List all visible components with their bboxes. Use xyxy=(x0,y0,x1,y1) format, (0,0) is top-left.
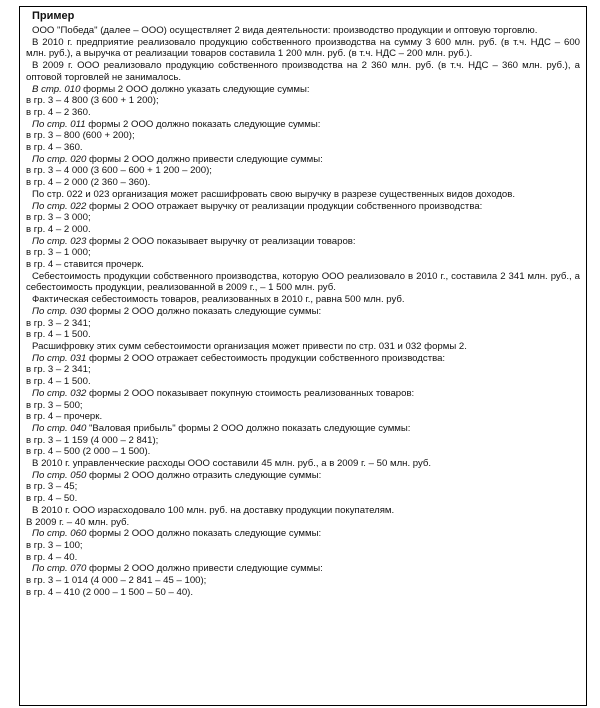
line-heading-text: формы 2 ООО отражает себестоимость продукции собственного производства: xyxy=(86,352,446,364)
line-heading xyxy=(26,388,580,400)
line-heading xyxy=(26,84,580,96)
line-heading-text: "Валовая прибыль" формы 2 ООО должно показать следующие суммы: xyxy=(86,422,411,434)
line-heading xyxy=(26,423,580,435)
column-value: в гр. 4 – 2 000 (2 360 – 360). xyxy=(26,177,151,189)
line-heading-text: формы 2 ООО отражает выручку от реализации продукции собственного производства: xyxy=(86,200,483,212)
column-value: в гр. 3 – 4 800 (3 600 + 1 200); xyxy=(26,95,159,107)
column-value: в гр. 3 – 100; xyxy=(26,539,83,551)
line-reference: По стр. 031 xyxy=(32,352,87,364)
line-reference: По стр. 032 xyxy=(32,387,87,399)
line-heading xyxy=(26,201,580,213)
line-reference: По стр. 050 xyxy=(32,469,87,481)
paragraph: По стр. 022 и 023 организация может расшифровать свою выручку в разрезе существенных видов доходов. xyxy=(32,188,516,200)
line-heading-text: формы 2 ООО должно привести следующие суммы: xyxy=(86,153,323,165)
paragraph: В 2009 г. – 40 млн. руб. xyxy=(26,516,130,528)
line-reference: По стр. 070 xyxy=(32,563,87,575)
paragraph: Расшифровку этих сумм себестоимости организация может привести по стр. 031 и 032 формы 2. xyxy=(32,340,467,352)
column-value: в гр. 4 – 410 (2 000 – 1 500 – 50 – 40). xyxy=(26,586,194,598)
column-value: в гр. 3 – 45; xyxy=(26,481,78,493)
line-reference: По стр. 030 xyxy=(32,305,87,317)
column-value: в гр. 3 – 500; xyxy=(26,399,83,411)
line-heading xyxy=(26,563,580,575)
line-heading xyxy=(26,470,580,482)
column-value: в гр. 3 – 4 000 (3 600 – 600 + 1 200 – 200); xyxy=(26,165,212,177)
column-value: в гр. 4 – 1 500. xyxy=(26,329,91,341)
column-value: в гр. 4 – 2 360. xyxy=(26,106,91,118)
paragraph: В 2010 г. ООО израсходовало 100 млн. руб. на доставку продукции покупателям. xyxy=(32,504,395,516)
line-heading xyxy=(26,306,580,318)
line-heading-text: формы 2 ООО должно указать следующие суммы: xyxy=(80,83,310,95)
column-value: в гр. 3 – 1 000; xyxy=(26,247,91,259)
column-value: в гр. 4 – 1 500. xyxy=(26,376,91,388)
column-value: в гр. 4 – 40. xyxy=(26,551,78,563)
column-value: в гр. 4 – прочерк. xyxy=(26,411,103,423)
line-heading xyxy=(26,236,580,248)
line-reference: По стр. 011 xyxy=(32,118,86,130)
line-reference: По стр. 020 xyxy=(32,153,87,165)
column-value: в гр. 4 – ставится прочерк. xyxy=(26,259,144,271)
line-heading xyxy=(26,528,580,540)
line-heading-text: формы 2 ООО должно привести следующие суммы: xyxy=(86,563,323,575)
line-heading-text: формы 2 ООО должно показать следующие суммы: xyxy=(86,528,322,540)
line-heading xyxy=(26,119,580,131)
paragraph: В 2010 г. предприятие реализовало продукцию собственного производства на сумму 3 600 млн. руб. (в т.ч. НДС – 600 млн. руб.), а выручка от реализации товаров составила 1 200 млн. руб. (в т.ч. НДС – 200 млн. руб.). xyxy=(26,36,580,60)
line-heading xyxy=(26,154,580,166)
line-reference: В стр. 010 xyxy=(32,83,81,95)
line-reference: По стр. 060 xyxy=(32,528,87,540)
paragraph: Фактическая себестоимость товаров, реализованных в 2010 г., равна 500 млн. руб. xyxy=(32,294,405,306)
column-value: в гр. 3 – 1 014 (4 000 – 2 841 – 45 – 100); xyxy=(26,575,207,587)
paragraph: В 2010 г. управленческие расходы ООО составили 45 млн. руб., а в 2009 г. – 50 млн. руб. xyxy=(32,458,432,470)
column-value: в гр. 3 – 800 (600 + 200); xyxy=(26,130,135,142)
paragraph: Себестоимость продукции собственного производства, которую ООО реализовало в 2010 г., составила 2 341 млн. руб., а себестоимость продукции, реализованной в 2009 г., – 1 500 млн. руб. xyxy=(26,270,580,294)
column-value: в гр. 3 – 2 341; xyxy=(26,317,91,329)
column-value: в гр. 4 – 2 000. xyxy=(26,223,91,235)
line-heading-text: формы 2 ООО должно показать следующие суммы: xyxy=(85,118,321,130)
column-value: в гр. 4 – 50. xyxy=(26,493,78,505)
column-value: в гр. 3 – 3 000; xyxy=(26,212,91,224)
line-heading-text: формы 2 ООО должно показать следующие суммы: xyxy=(86,305,322,317)
paragraph: В 2009 г. ООО реализовало продукцию собственного производства на 2 360 млн. руб. (в т.ч. НДС – 360 млн. руб.), а оптовой торговлей не занималось. xyxy=(26,60,580,83)
paragraph: ООО "Победа" (далее – ООО) осуществляет 2 вида деятельности: производство продукции и оптовую торговлю. xyxy=(32,25,538,36)
line-reference: По стр. 023 xyxy=(32,235,87,247)
line-heading-text: формы 2 ООО показывает покупную стоимость реализованных товаров: xyxy=(86,387,415,399)
line-reference: По стр. 040 xyxy=(32,422,87,434)
column-value: в гр. 3 – 2 341; xyxy=(26,364,91,376)
column-value: в гр. 4 – 500 (2 000 – 1 500). xyxy=(26,446,151,458)
line-reference: По стр. 022 xyxy=(32,200,87,212)
column-value: в гр. 4 – 360. xyxy=(26,142,83,154)
line-heading-text: формы 2 ООО должно отразить следующие суммы: xyxy=(86,469,322,481)
example-box xyxy=(19,6,587,706)
example-title: Пример xyxy=(32,10,75,22)
column-value: в гр. 3 – 1 159 (4 000 – 2 841); xyxy=(26,434,159,446)
line-heading-text: формы 2 ООО показывает выручку от реализации товаров: xyxy=(86,235,356,247)
line-heading xyxy=(26,353,580,365)
